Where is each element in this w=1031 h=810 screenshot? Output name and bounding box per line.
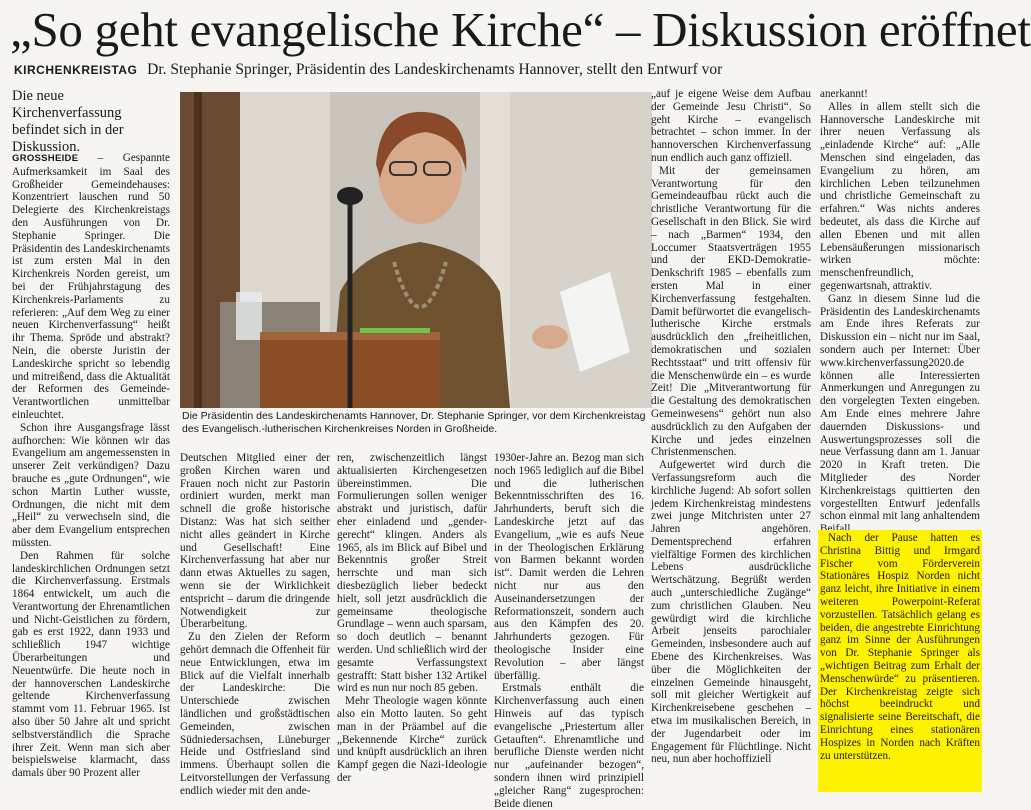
dateline: GROSSHEIDE xyxy=(12,153,79,164)
paragraph: Nach der Pause hatten es Christina Bittig und Irmgard Fischer vom Förderverein Stationäres Hospiz Norden nicht ganz leicht, ihre Initiative in einem weiteren Powerpoint-Referat vorzustellen. Tatsächlich gelang es beiden, die angestrebte Einrichtung ganz im Sinne der Ausführungen von Dr. Stephanie Springer als „wichtigen Beitrag zum Erhalt der Menschenwürde“ zu präsentieren. Der Kirchenkreistag zeigte sich höchst beeindruckt und signalisierte seine Bereitschaft, die Einrichtung eines stationären Hospizes in Norden nach Kräften zu unterstützen. xyxy=(820,532,980,762)
article-column-4 xyxy=(494,452,644,810)
article-column-5 xyxy=(651,88,811,792)
kicker: KIRCHENKREISTAG xyxy=(14,63,138,77)
paragraph: 1930er-Jahre an. Bezog man sich noch 1965 lediglich auf die Bibel und die lutherischen Bekenntnisschriften des 16. Jahrhunderts, beruft sich die Landeskirche jetzt auf das Evangelium, „wie es aufs Neue in der Theologischen Erklärung von Barmen bekannt worden ist“. Damit werden die Lehren nicht nur aus den Auseinandersetzungen der Reformationszeit, sondern auch aus den Kämpfen des 20. Jahrhunderts gezogen. Für theologische Insider eine Revolution – aber längst überfällig. xyxy=(494,452,644,682)
subline-text: Dr. Stephanie Springer, Präsidentin des Landeskirchenamts Hannover, stellt den Entwurf vor xyxy=(147,61,723,78)
paragraph: Deutschen Mitglied einer der großen Kirchen waren und Frauen noch nicht zur Pastorin ordiniert wurden, merkt man schnell die große historische Distanz: Was hat sich seither nicht alles geändert in Kirche und Gesellschaft! Eine Kirchenverfassung hat aber nur dann etwas Aktuelles zu sagen, wenn sie der Wirklichkeit entspricht – darum die dringende Notwendigkeit zur Überarbeitung. xyxy=(180,452,330,631)
article-column-3 xyxy=(337,452,487,792)
paragraph: ren, zwischenzeitlich längst aktualisierten Kirchengesetzen übereinstimmen. Die Formulierungen sollen weniger abstrakt und juristisch, dafür eher einladend und „gender-gerecht“ klingen. Anders als 1965, als im Blick auf Bibel und Bekenntnis großer Streit herrschte und man sich diesbezüglich lieber bedeckt hielt, soll jetzt ausdrücklich die gemeinsame theologische Grundlage – wenn auch sparsam, so doch deutlich – benannt werden. Und schließlich wird der gesamte Verfassungstext gestrafft: Statt bisher 132 Artikel wird es nun nur noch 85 geben. xyxy=(337,452,487,695)
article-photo xyxy=(180,92,652,408)
paragraph: GROSSHEIDE – Gespannte Aufmerksamkeit im Saal des Großheider Gemeindehauses: Konzentriert lauschen rund 50 Delegierte des Kirchenkreistags den Ausführungen von Dr. Stephanie Springer. Die Präsidentin des Landeskirchenamts ist zum ersten Mal in den Kirchenkreis Norden gereist, um bei der Frühjahrstagung des Kirchenkreis-Parlaments zu referieren: „Auf dem Weg zu einer neuen Kirchenverfassung“ heißt ihr Thema. Spröde und abstrakt? Nein, die oberste Juristin der Landeskirche spricht so lebendig und mitreißend, dass die Aktualität der Reformen des Gemeinde-Verantwortlichen unmittelbar einleuchtet. xyxy=(12,152,170,421)
article-column-2 xyxy=(180,452,330,797)
paragraph: Mehr Theologie wagen könnte also ein Motto lauten. So geht man in der Präambel auf die „Bekennende Kirche“ zurück und knüpft ausdrücklich an ihren Kampf gegen die Nazi-Ideologie der xyxy=(337,695,487,784)
paragraph: Den Rahmen für solche landeskirchlichen Ordnungen setzt die Kirchenverfassung. Erstmals 1864 entwickelt, um auch die Verantwortung der Ehrenamtlichen und Nicht-Geistlichen zu fördern, gab es erst 1922, dann 1933 und schließlich 1947 wichtige Überarbeitungen und Neuentwürfe. Die heute noch in der hannoverschen Landeskirche geltende Kirchenverfassung stammt vom 11. Februar 1965. Ist also über 50 Jahre alt und spricht selbstverständlich die Sprache ihrer Zeit. Wenn man sich aber beispielsweise klarmacht, dass damals über 90 Prozent aller xyxy=(12,549,170,780)
paragraph: Zu den Zielen der Reform gehört demnach die Offenheit für neue Entwicklungen, etwa im Blick auf die Vielfalt innerhalb der Landeskirche: Die Unterschiede zwischen ländlichen und großstädtischen Gemeinden, zwischen Südniedersachsen, Lüneburger Heide und Ostfriesland sind immens. Überhaupt sollen die Leitvorstellungen der Verfassung endlich wieder mit den ande- xyxy=(180,631,330,797)
headline: „So geht evangelische Kirche“ – Diskussion eröffnet xyxy=(10,2,1031,57)
subline xyxy=(14,60,994,80)
speaker-photo-illustration xyxy=(180,92,652,408)
paragraph: anerkannt! xyxy=(820,88,868,100)
paragraph: „auf je eigene Weise dem Aufbau der Gemeinde Jesu Christi“. So geht Kirche – evangelisch betrachtet – schon immer. In der hannoverschen Kirchenverfassung nun endlich auch ganz offiziell. xyxy=(651,88,811,164)
paragraph: Aufgewertet wird durch die Verfassungsreform auch die kirchliche Jugend: Ab sofort sollen jedem Kirchenkreistag mindestens zwei junge Mitchristen unter 27 Jahren angehören. Dementsprechend erfahren vielfältige Formen des kirchlichen Lebens ausdrückliche Wertschätzung. Begrüßt werden auch „unterschiedliche Zugänge“ zum christlichen Glauben. Neu gewürdigt wird die kirchliche Arbeit jenseits parochialer Gemeinden, insbesondere auch auf Ebene des Kirchenkreises. Was über die Möglichkeiten der einzelnen Gemeinde hinausgeht, soll mit gleicher Wertigkeit auf Kirchenkreisebene geschehen – etwa im musikalischen Bereich, in der Jugendarbeit oder im Engagement für Flüchtlinge. Nicht neu, nun aber hochoffiziell xyxy=(651,459,811,766)
paragraph: Ganz in diesem Sinne lud die Präsidentin des Landeskirchenamts am Ende ihres Referats zur Diskussion ein – nicht nur im Saal, sondern auch per Internet: Über www.kirchenverfassung2020.de können alle Interessierten Anmerkungen und Anregungen zu den vorgelegten Texten eingeben. Am Ende eines mehrere Jahre dauernden Diskussions- und Auswertungsprozesses soll die neue Verfassung dann am 1. Januar 2020 in Kraft treten. Die Mitglieder des Norder Kirchenkreistags quittierten den vorgestellten Entwurf jedenfalls schon einmal mit lang anhaltendem xyxy=(820,292,980,523)
paragraph: Schon ihre Ausgangsfrage lässt aufhorchen: Wie können wir das Evangelium am angemessensten in unserer Zeit verkündigen? Dazu brauche es „gute Ordnungen“, wie schon Martin Luther wusste, Ordnungen, die nicht mit dem „Heil“ zu verwechseln sind, die aber dem Evangelium entsprechen müssten. xyxy=(12,421,170,549)
paragraph: Erstmals enthält die Kirchenverfassung auch einen Hinweis auf das typisch evangelische „Priestertum aller Getauften“. Ehrenamtliche und berufliche Dienste werden nicht nur „aufeinander bezogen“, sondern ihnen wird prinzipiell „gleicher Rang“ zugesprochen: Beide dienen xyxy=(494,682,644,810)
lead-text: Die neue Kirchenverfassung befindet sich in der Diskussion. xyxy=(12,88,124,155)
photo-caption: Die Präsidentin des Landeskirchenamts Hannover, Dr. Stephanie Springer, vor dem Kirchenkreistag des Evangelisch.-lutherischen Kirchenkreises Norden in Großheide. xyxy=(182,410,646,435)
highlighted-paragraph xyxy=(818,530,982,792)
article-column-1 xyxy=(12,152,170,792)
paragraph: Mit der gemeinsamen Verantwortung für den Gemeindeaufbau rückt auch die christliche Verantwortung für die Gesellschaft in den Blick. Sie wird – nach „Barmen“ 1934, den Loccumer Staatsverträgen 1955 und der EKD-Demokratie-Denkschrift 1985 – ebenfalls zum ersten Mal in einer Kirchenverfassung festgehalten. Damit befürwortet die evangelisch-lutherische Kirche erstmals ausdrücklich den „freiheitlichen, demokratischen und sozialen Rechtsstaat“ und tritt offensiv für die Menschenwürde ein – es wurde Zeit! Die „Mitverantwortung für die Gestaltung des demokratischen Gemeinwesens“ gehört nun also ausdrücklich zu den Aufgaben der Kirche und jedes einzelnen Christenmenschen. xyxy=(651,164,811,459)
paragraph: Alles in allem stellt sich die Hannoversche Landeskirche mit ihrer neuen Verfassung als „einladende Kirche“ auf: „Alle Menschen sind eingeladen, das Evangelium zu hören, am kirchlichen Leben teilzunehmen und christliche Gemeinschaft zu erfahren.“ Was nichts anderes bedeutet, als dass die Kirche auf allen Ebenen und mit allen Lebensäußerungen missionarisch wirken möchte: menschenfreundlich, gegenwartsnah, attraktiv. xyxy=(820,100,980,292)
article-column-6 xyxy=(820,88,980,528)
